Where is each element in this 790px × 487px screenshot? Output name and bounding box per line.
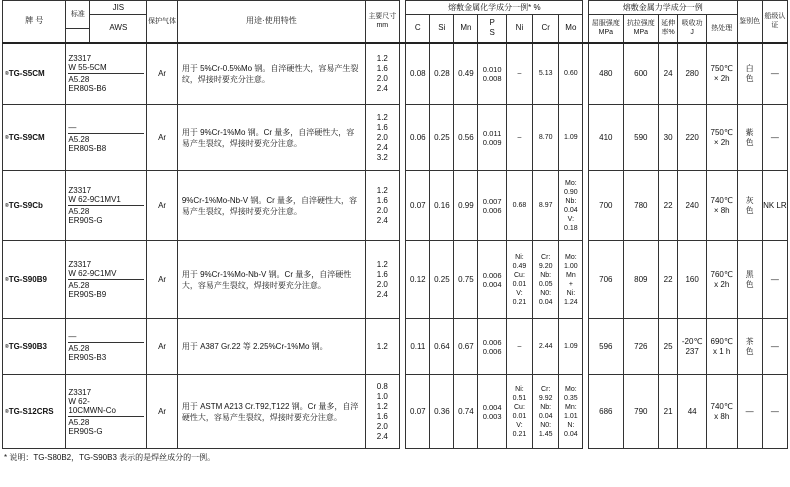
cell-ni: Ni: 0.51 Cu: 0.01 V: 0.21 xyxy=(506,375,532,449)
cell-impact: 280 xyxy=(678,43,706,105)
cell-impact: 44 xyxy=(678,375,706,449)
cell-ni: – xyxy=(506,43,532,105)
cell-gas: Ar xyxy=(147,171,178,241)
table-row xyxy=(3,171,788,241)
cell-si: 0.64 xyxy=(430,319,454,375)
header-shield-gas: 保护气体 xyxy=(147,1,178,43)
cell-yield: 706 xyxy=(588,241,623,319)
cell-color: 茶 色 xyxy=(737,319,762,375)
footnote: * 说明：TG-S80B2，TG-S90B3 表示的是焊丝成分的一例。 xyxy=(4,453,216,462)
cell-ship: — xyxy=(762,319,787,375)
cell-yield: 700 xyxy=(588,171,623,241)
header-usage: 用途·使用特性 xyxy=(177,1,365,43)
cell-sizes: 1.2 xyxy=(365,319,399,375)
cell-heat: 740℃ × 8h xyxy=(706,171,737,241)
cell-impact: -20℃ 237 xyxy=(678,319,706,375)
cell-sizes: 1.2 1.6 2.0 2.4 3.2 xyxy=(365,105,399,171)
cell-ni: – xyxy=(506,105,532,171)
cell-gas: Ar xyxy=(147,375,178,449)
cell-c: 0.07 xyxy=(406,375,430,449)
header-mn: Mn xyxy=(454,15,478,43)
cell-mo: 0.60 xyxy=(559,43,583,105)
cell-sizes: 1.2 1.6 2.0 2.4 xyxy=(365,171,399,241)
cell-heat: 750℃ × 2h xyxy=(706,43,737,105)
cell-cr: Cr: 9.92 Nb: 0.04 N0: 1.45 xyxy=(533,375,559,449)
cell-standard: Z3317 W 55-5CM A5.28 ER80S-B6 xyxy=(66,43,147,105)
cell-yield: 596 xyxy=(588,319,623,375)
cell-tensile: 590 xyxy=(623,105,658,171)
header-ship: 船级认证 xyxy=(762,1,787,43)
cell-mn: 0.99 xyxy=(454,171,478,241)
cell-gas: Ar xyxy=(147,319,178,375)
header-elong: 延伸率% xyxy=(658,15,678,43)
header-impact: 吸收功 J xyxy=(678,15,706,43)
cell-mn: 0.67 xyxy=(454,319,478,375)
cell-si: 0.25 xyxy=(430,241,454,319)
cell-cr: 8.97 xyxy=(533,171,559,241)
header-ps: P S xyxy=(478,15,506,43)
table-row xyxy=(3,241,788,319)
cell-standard: Z3317 W 62-9C1MV1 A5.28 ER90S-G xyxy=(66,171,147,241)
header-c: C xyxy=(406,15,430,43)
table-row xyxy=(3,375,788,449)
header-mo: Mo xyxy=(559,15,583,43)
cell-si: 0.36 xyxy=(430,375,454,449)
header-cr: Cr xyxy=(533,15,559,43)
cell-ship: NK LR xyxy=(762,171,787,241)
cell-heat: 760℃ x 2h xyxy=(706,241,737,319)
cell-elong: 30 xyxy=(658,105,678,171)
cell-tensile: 726 xyxy=(623,319,658,375)
cell-ni: 0.68 xyxy=(506,171,532,241)
cell-tensile: 809 xyxy=(623,241,658,319)
cell-elong: 22 xyxy=(658,171,678,241)
cell-mn: 0.49 xyxy=(454,43,478,105)
cell-usage: 用于 A387 Gr.22 等 2.25%Cr-1%Mo 钢。 xyxy=(177,319,365,375)
cell-ps: 0.006 0.006 xyxy=(478,319,506,375)
cell-brand: ®TG-S12CRS xyxy=(3,375,66,449)
cell-tensile: 780 xyxy=(623,171,658,241)
cell-mn: 0.56 xyxy=(454,105,478,171)
header-heat: 热处理 xyxy=(706,15,737,43)
cell-heat: 690℃ x 1 h xyxy=(706,319,737,375)
cell-mo: Mo: 1.00 Mn + Ni: 1.24 xyxy=(559,241,583,319)
cell-yield: 686 xyxy=(588,375,623,449)
cell-color: 白 色 xyxy=(737,43,762,105)
cell-ship: — xyxy=(762,43,787,105)
cell-elong: 24 xyxy=(658,43,678,105)
cell-c: 0.08 xyxy=(406,43,430,105)
cell-color: 紫 色 xyxy=(737,105,762,171)
cell-ps: 0.011 0.009 xyxy=(478,105,506,171)
cell-sizes: 1.2 1.6 2.0 2.4 xyxy=(365,43,399,105)
header-color: 鉴别色 xyxy=(737,1,762,43)
cell-usage: 9%Cr-1%Mo-Nb-V 钢。Cr 量多，自淬硬性大，容易产生裂纹，焊接时要充分注意。 xyxy=(177,171,365,241)
header-aws-cell: AWS xyxy=(90,15,147,43)
header-yield: 屈服强度 MPa xyxy=(588,15,623,43)
header-mech-group: 熔敷金属力学成分一例 xyxy=(588,1,737,15)
cell-ship: — xyxy=(762,375,787,449)
cell-ship: — xyxy=(762,105,787,171)
header-brand: 牌 号 xyxy=(3,1,66,43)
cell-ps: 0.007 0.006 xyxy=(478,171,506,241)
cell-ni: – xyxy=(506,319,532,375)
cell-tensile: 600 xyxy=(623,43,658,105)
cell-cr: 2.44 xyxy=(533,319,559,375)
cell-usage: 用于 5%Cr-0.5%Mo 钢。自淬硬性大，容易产生裂纹，焊接时要充分注意。 xyxy=(177,43,365,105)
cell-si: 0.28 xyxy=(430,43,454,105)
table-row xyxy=(3,105,788,171)
header-si: Si xyxy=(430,15,454,43)
cell-cr: 5.13 xyxy=(533,43,559,105)
header-tensile: 抗拉强度 MPa xyxy=(623,15,658,43)
header-ni: Ni xyxy=(506,15,532,43)
cell-mo: 1.09 xyxy=(559,105,583,171)
spec-table xyxy=(2,0,788,449)
header-main-size: 主要尺寸 mm xyxy=(365,1,399,43)
cell-gas: Ar xyxy=(147,105,178,171)
cell-color: 灰 色 xyxy=(737,171,762,241)
cell-ps: 0.010 0.008 xyxy=(478,43,506,105)
cell-gas: Ar xyxy=(147,241,178,319)
cell-mo: Mo: 0.35 Mn: 1.01 N: 0.04 xyxy=(559,375,583,449)
cell-gas: Ar xyxy=(147,43,178,105)
cell-c: 0.11 xyxy=(406,319,430,375)
cell-yield: 480 xyxy=(588,43,623,105)
table-body xyxy=(3,43,788,449)
cell-impact: 160 xyxy=(678,241,706,319)
header-jis: JIS xyxy=(90,1,147,15)
cell-brand: ®TG-S9Cb xyxy=(3,171,66,241)
cell-mo: Mo: 0.90 Nb: 0.04 V: 0.18 xyxy=(559,171,583,241)
cell-standard: — A5.28 ER80S-B8 xyxy=(66,105,147,171)
cell-brand: ®TG-S5CM xyxy=(3,43,66,105)
cell-cr: 8.70 xyxy=(533,105,559,171)
cell-tensile: 790 xyxy=(623,375,658,449)
cell-yield: 410 xyxy=(588,105,623,171)
cell-brand: ®TG-S90B9 xyxy=(3,241,66,319)
table-row xyxy=(3,43,788,105)
cell-heat: 740℃ x 8h xyxy=(706,375,737,449)
cell-c: 0.07 xyxy=(406,171,430,241)
cell-si: 0.25 xyxy=(430,105,454,171)
cell-color: — xyxy=(737,375,762,449)
cell-mn: 0.75 xyxy=(454,241,478,319)
cell-mo: 1.09 xyxy=(559,319,583,375)
cell-elong: 21 xyxy=(658,375,678,449)
cell-heat: 750℃ × 2h xyxy=(706,105,737,171)
cell-mn: 0.74 xyxy=(454,375,478,449)
cell-brand: ®TG-S9CM xyxy=(3,105,66,171)
cell-standard: Z3317 W 62-9C1MV A5.28 ER90S-B9 xyxy=(66,241,147,319)
cell-ni: Ni: 0.49 Cu: 0.01 V: 0.21 xyxy=(506,241,532,319)
cell-usage: 用于 9%Cr-1%Mo-Nb-V 钢。Cr 量多，自淬硬性大，容易产生裂纹，焊接时要充分注意。 xyxy=(177,241,365,319)
cell-c: 0.12 xyxy=(406,241,430,319)
cell-color: 黑 色 xyxy=(737,241,762,319)
cell-usage: 用于 9%Cr-1%Mo 钢。Cr 量多，自淬硬性大，容易产生裂纹，焊接时要充分注意。 xyxy=(177,105,365,171)
cell-cr: Cr: 9.20 Nb: 0.05 N0: 0.04 xyxy=(533,241,559,319)
cell-standard: Z3317 W 62- 10CMWN-Co A5.28 ER90S-G xyxy=(66,375,147,449)
cell-sizes: 0.8 1.0 1.2 1.6 2.0 2.4 xyxy=(365,375,399,449)
header-standard: 标准 xyxy=(66,1,90,29)
cell-c: 0.06 xyxy=(406,105,430,171)
header-chem-group: 熔敷金属化学成分一例* % xyxy=(406,1,583,15)
cell-usage: 用于 ASTM A213 Cr.T92,T122 钢。Cr 量多，自淬硬性大，容易产生裂纹，焊接时要充分注意。 xyxy=(177,375,365,449)
cell-standard: — A5.28 ER90S-B3 xyxy=(66,319,147,375)
cell-impact: 240 xyxy=(678,171,706,241)
cell-ship: — xyxy=(762,241,787,319)
cell-brand: ®TG-S90B3 xyxy=(3,319,66,375)
cell-ps: 0.006 0.004 xyxy=(478,241,506,319)
cell-elong: 22 xyxy=(658,241,678,319)
cell-sizes: 1.2 1.6 2.0 2.4 xyxy=(365,241,399,319)
cell-impact: 220 xyxy=(678,105,706,171)
cell-elong: 25 xyxy=(658,319,678,375)
cell-ps: 0.004 0.003 xyxy=(478,375,506,449)
cell-si: 0.16 xyxy=(430,171,454,241)
table-row xyxy=(3,319,788,375)
